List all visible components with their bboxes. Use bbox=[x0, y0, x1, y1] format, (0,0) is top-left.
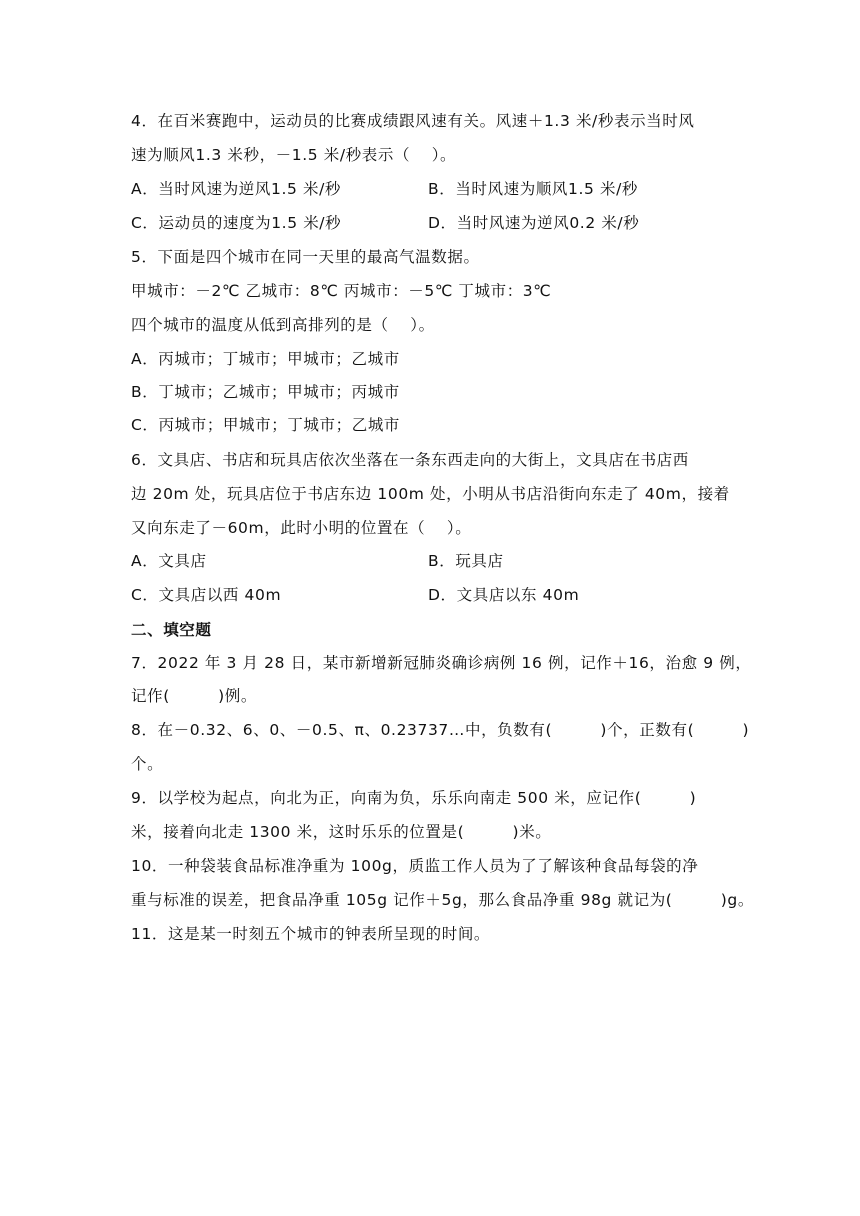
q4-option-b: B．当时风速为顺风1.5 米/秒 bbox=[428, 180, 639, 198]
q5-option-b: B．丁城市；乙城市；甲城市；丙城市 bbox=[131, 383, 400, 401]
q5-option-c: C．丙城市；甲城市；丁城市；乙城市 bbox=[131, 416, 401, 434]
q6-option-d: D．文具店以东 40m bbox=[428, 586, 580, 604]
q4-option-a: A．当时风速为逆风1.5 米/秒 bbox=[131, 180, 342, 198]
q6-option-c: C．文具店以西 40m bbox=[131, 586, 282, 604]
q6-option-b: B．玩具店 bbox=[428, 552, 504, 570]
q8-text-line1: 8．在－0.32、6、0、－0.5、π、0.23737…中，负数有( )个，正数有( ) bbox=[131, 721, 750, 739]
q7-text-line2: 记作( )例。 bbox=[131, 687, 257, 705]
section-title: 二、填空题 bbox=[131, 621, 212, 639]
q4-option-c: C．运动员的速度为1.5 米/秒 bbox=[131, 214, 342, 232]
q5-text-line3: 四个城市的温度从低到高排列的是（ ）。 bbox=[131, 316, 435, 334]
q11-text-line1: 11．这是某一时刻五个城市的钟表所呈现的时间。 bbox=[131, 925, 491, 943]
q5-temperatures: 甲城市：－2℃ 乙城市：8℃ 丙城市：－5℃ 丁城市：3℃ bbox=[131, 282, 552, 300]
q9-text-line2: 米，接着向北走 1300 米，这时乐乐的位置是( )米。 bbox=[131, 823, 552, 841]
q6-text-line2: 边 20m 处，玩具店位于书店东边 100m 处，小明从书店沿街向东走了 40m，接着 bbox=[131, 485, 730, 503]
q4-option-d: D．当时风速为逆风0.2 米/秒 bbox=[428, 214, 640, 232]
q7-text-line1: 7．2022 年 3 月 28 日，某市新增新冠肺炎确诊病例 16 例，记作＋16，治愈 9 例， bbox=[131, 654, 752, 672]
q6-option-a: A．文具店 bbox=[131, 552, 207, 570]
q5-text-line1: 5．下面是四个城市在同一天里的最高气温数据。 bbox=[131, 248, 480, 266]
q4-text-line2: 速为顺风1.3 米秒，－1.5 米/秒表示（ ）。 bbox=[131, 146, 457, 164]
q10-text-line2: 重与标准的误差，把食品净重 105g 记作＋5g，那么食品净重 98g 就记为( )g。 bbox=[131, 891, 754, 909]
q6-text-line1: 6．文具店、书店和玩具店依次坐落在一条东西走向的大街上，文具店在书店西 bbox=[131, 451, 689, 469]
q9-text-line1: 9．以学校为起点，向北为正，向南为负，乐乐向南走 500 米，应记作( ) bbox=[131, 789, 697, 807]
q6-text-line3: 又向东走了－60m，此时小明的位置在（ ）。 bbox=[131, 519, 472, 537]
q5-option-a: A．丙城市；丁城市；甲城市；乙城市 bbox=[131, 350, 400, 368]
q8-text-line2: 个。 bbox=[131, 755, 164, 773]
q4-text-line1: 4．在百米赛跑中，运动员的比赛成绩跟风速有关。风速＋1.3 米/秒表示当时风 bbox=[131, 112, 695, 130]
q10-text-line1: 10．一种袋装食品标准净重为 100g，质监工作人员为了了解该种食品每袋的净 bbox=[131, 857, 699, 875]
